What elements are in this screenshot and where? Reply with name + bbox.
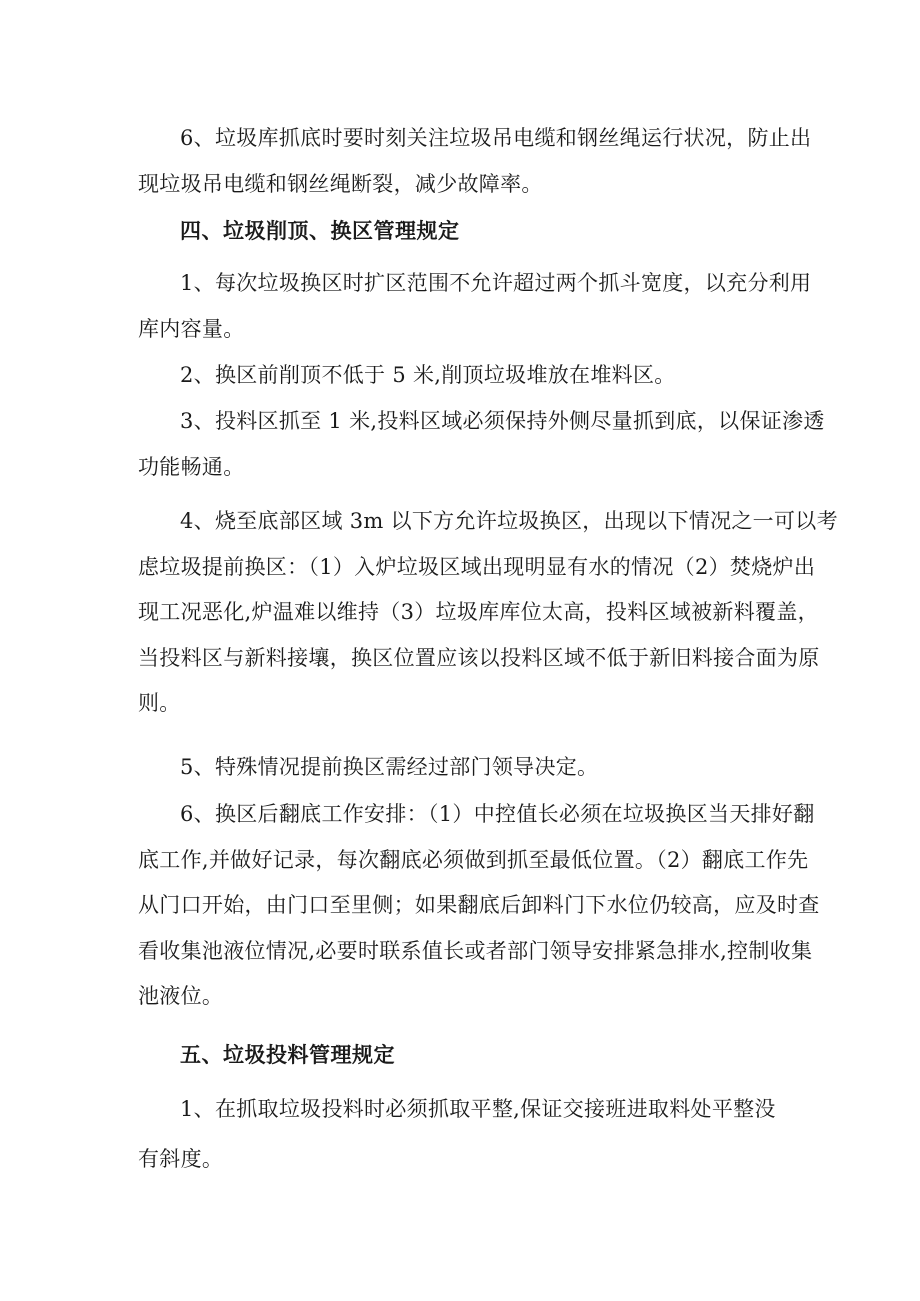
paragraph-early-zone-change xyxy=(138,499,838,727)
paragraph-line: 现工况恶化,炉温难以维持（3）垃圾库库位太高，投料区域被新料覆盖， xyxy=(138,600,819,624)
paragraph-line: 底工作,并做好记录，每次翻底必须做到抓至最低位置。（2）翻底工作先 xyxy=(138,847,809,872)
paragraph-line: 则。 xyxy=(138,691,181,715)
section-heading-4: 四、垃圾削顶、换区管理规定 xyxy=(180,218,460,243)
paragraph-line: 4、烧至底部区域 3m 以下方允许垃圾换区，出现以下情况之一可以考 xyxy=(180,509,838,533)
paragraph-line: 功能畅通。 xyxy=(138,454,245,479)
paragraph-topping-height xyxy=(138,353,788,399)
paragraph-line: 虑垃圾提前换区：（1）入炉垃圾区域出现明显有水的情况（2）焚烧炉出 xyxy=(138,554,816,579)
paragraph-line: 从门口开始，由门口至里侧；如果翻底后卸料门下水位仍较高，应及时查 xyxy=(138,893,820,917)
paragraph-line: 2、换区前削顶不低于 5 米,削顶垃圾堆放在堆料区。 xyxy=(180,363,676,387)
paragraph-line: 当投料区与新料接壤，换区位置应该以投料区域不低于新旧料接合面为原 xyxy=(138,645,820,670)
paragraph-line: 6、垃圾库抓底时要时刻关注垃圾吊电缆和钢丝绳运行状况，防止出 xyxy=(180,126,812,150)
paragraph-feeding-zone xyxy=(138,399,825,490)
section-heading-5: 五、垃圾投料管理规定 xyxy=(180,1042,395,1067)
paragraph-zone-expansion xyxy=(138,261,812,352)
paragraph-line: 1、每次垃圾换区时扩区范围不允许超过两个抓斗宽度，以充分利用 xyxy=(180,271,812,295)
paragraph-line: 现垃圾吊电缆和钢丝绳断裂，减少故障率。 xyxy=(138,171,543,196)
paragraph-line: 池液位。 xyxy=(138,984,224,1008)
paragraph-crane-cable-check xyxy=(138,116,812,207)
paragraph-bottom-turning xyxy=(138,792,820,1020)
paragraph-line: 3、投料区抓至 1 米,投料区域必须保持外侧尽量抓到底，以保证渗透 xyxy=(180,409,825,433)
paragraph-line: 看收集池液位情况,必要时联系值长或者部门领导安排紧急排水,控制收集 xyxy=(138,938,813,963)
paragraph-feeding-flatness xyxy=(138,1087,788,1182)
paragraph-line: 有斜度。 xyxy=(138,1146,224,1171)
paragraph-special-case xyxy=(138,745,788,791)
paragraph-line: 5、特殊情况提前换区需经过部门领导决定。 xyxy=(180,755,599,779)
paragraph-line: 1、在抓取垃圾投料时必须抓取平整,保证交接班进取料处平整没 xyxy=(180,1097,776,1121)
paragraph-line: 6、换区后翻底工作安排：（1）中控值长必须在垃圾换区当天排好翻 xyxy=(180,802,815,826)
paragraph-line: 库内容量。 xyxy=(138,316,245,341)
